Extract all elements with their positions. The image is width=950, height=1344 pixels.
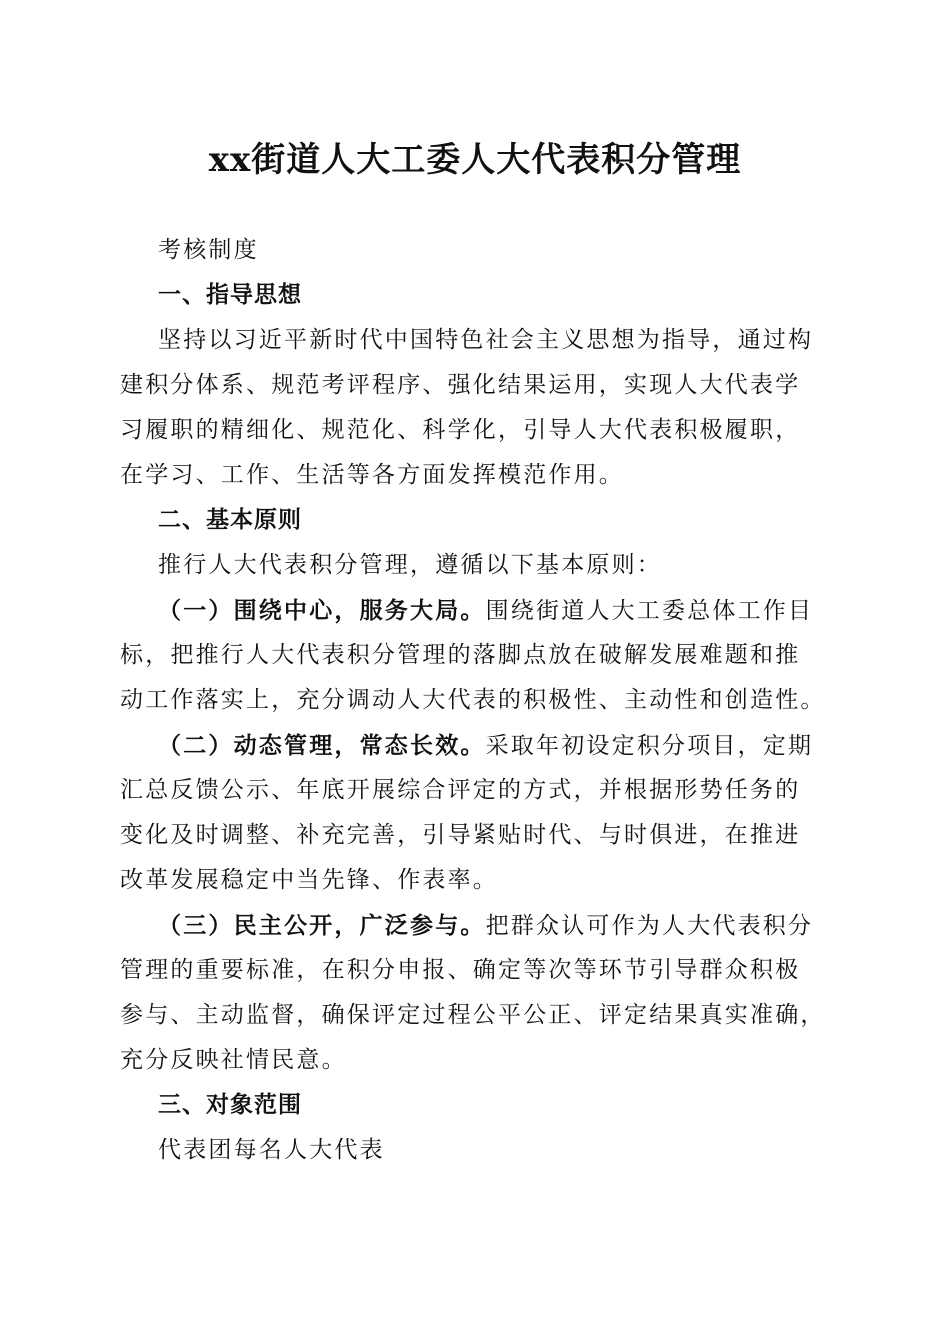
section-heading-basic-principles: 二、基本原则 — [158, 507, 302, 533]
paragraph-line: 汇总反馈公示、年底开展综合评定的方式，并根据形势任务的 — [120, 777, 801, 803]
paragraph-line: 标，把推行人大代表积分管理的落脚点放在破解发展难题和推 — [120, 642, 801, 668]
principle-1-text: 围绕街道人大工委总体工作目 — [485, 598, 814, 624]
principle-1-lead: （一）围绕中心，服务大局。 — [158, 597, 486, 624]
paragraph-line: 充分反映社情民意。 — [120, 1047, 347, 1073]
principle-2-lead: （二）动态管理，常态长效。 — [158, 732, 486, 759]
paragraph-line: 管理的重要标准，在积分申报、确定等次等环节引导群众积极 — [120, 957, 801, 983]
principle-2-first-line — [120, 723, 832, 768]
paragraph-line: 改革发展稳定中当先锋、作表率。 — [120, 867, 498, 893]
paragraph-line: 坚持以习近平新时代中国特色社会主义思想为指导，通过构 — [158, 327, 814, 353]
document-body — [120, 228, 832, 1173]
section-heading-scope: 三、对象范围 — [158, 1092, 302, 1118]
document-subtitle: 考核制度 — [158, 237, 259, 263]
section-heading-guiding-ideology: 一、指导思想 — [158, 282, 302, 308]
principle-1-first-line — [120, 588, 832, 633]
paragraph-line: 参与、主动监督，确保评定过程公平公正、评定结果真实准确， — [120, 1002, 826, 1028]
paragraph-line: 习履职的精细化、规范化、科学化，引导人大代表积极履职， — [120, 417, 801, 443]
principle-3-first-line — [120, 903, 832, 948]
section-intro: 推行人大代表积分管理，遵循以下基本原则： — [158, 552, 662, 578]
principle-2-text: 采取年初设定积分项目，定期 — [485, 733, 814, 759]
paragraph-line: 代表团每名人大代表 — [158, 1137, 385, 1163]
paragraph-line: 在学习、工作、生活等各方面发挥模范作用。 — [120, 462, 624, 488]
principle-3-lead: （三）民主公开，广泛参与。 — [158, 912, 486, 939]
paragraph-line: 变化及时调整、补充完善，引导紧贴时代、与时俱进，在推进 — [120, 822, 801, 848]
paragraph-line: 建积分体系、规范考评程序、强化结果运用，实现人大代表学 — [120, 372, 801, 398]
paragraph-line: 动工作落实上，充分调动人大代表的积极性、主动性和创造性。 — [120, 687, 826, 713]
principle-3-text: 把群众认可作为人大代表积分 — [485, 913, 814, 939]
document-title: xx街道人大工委人大代表积分管理 — [208, 140, 742, 180]
